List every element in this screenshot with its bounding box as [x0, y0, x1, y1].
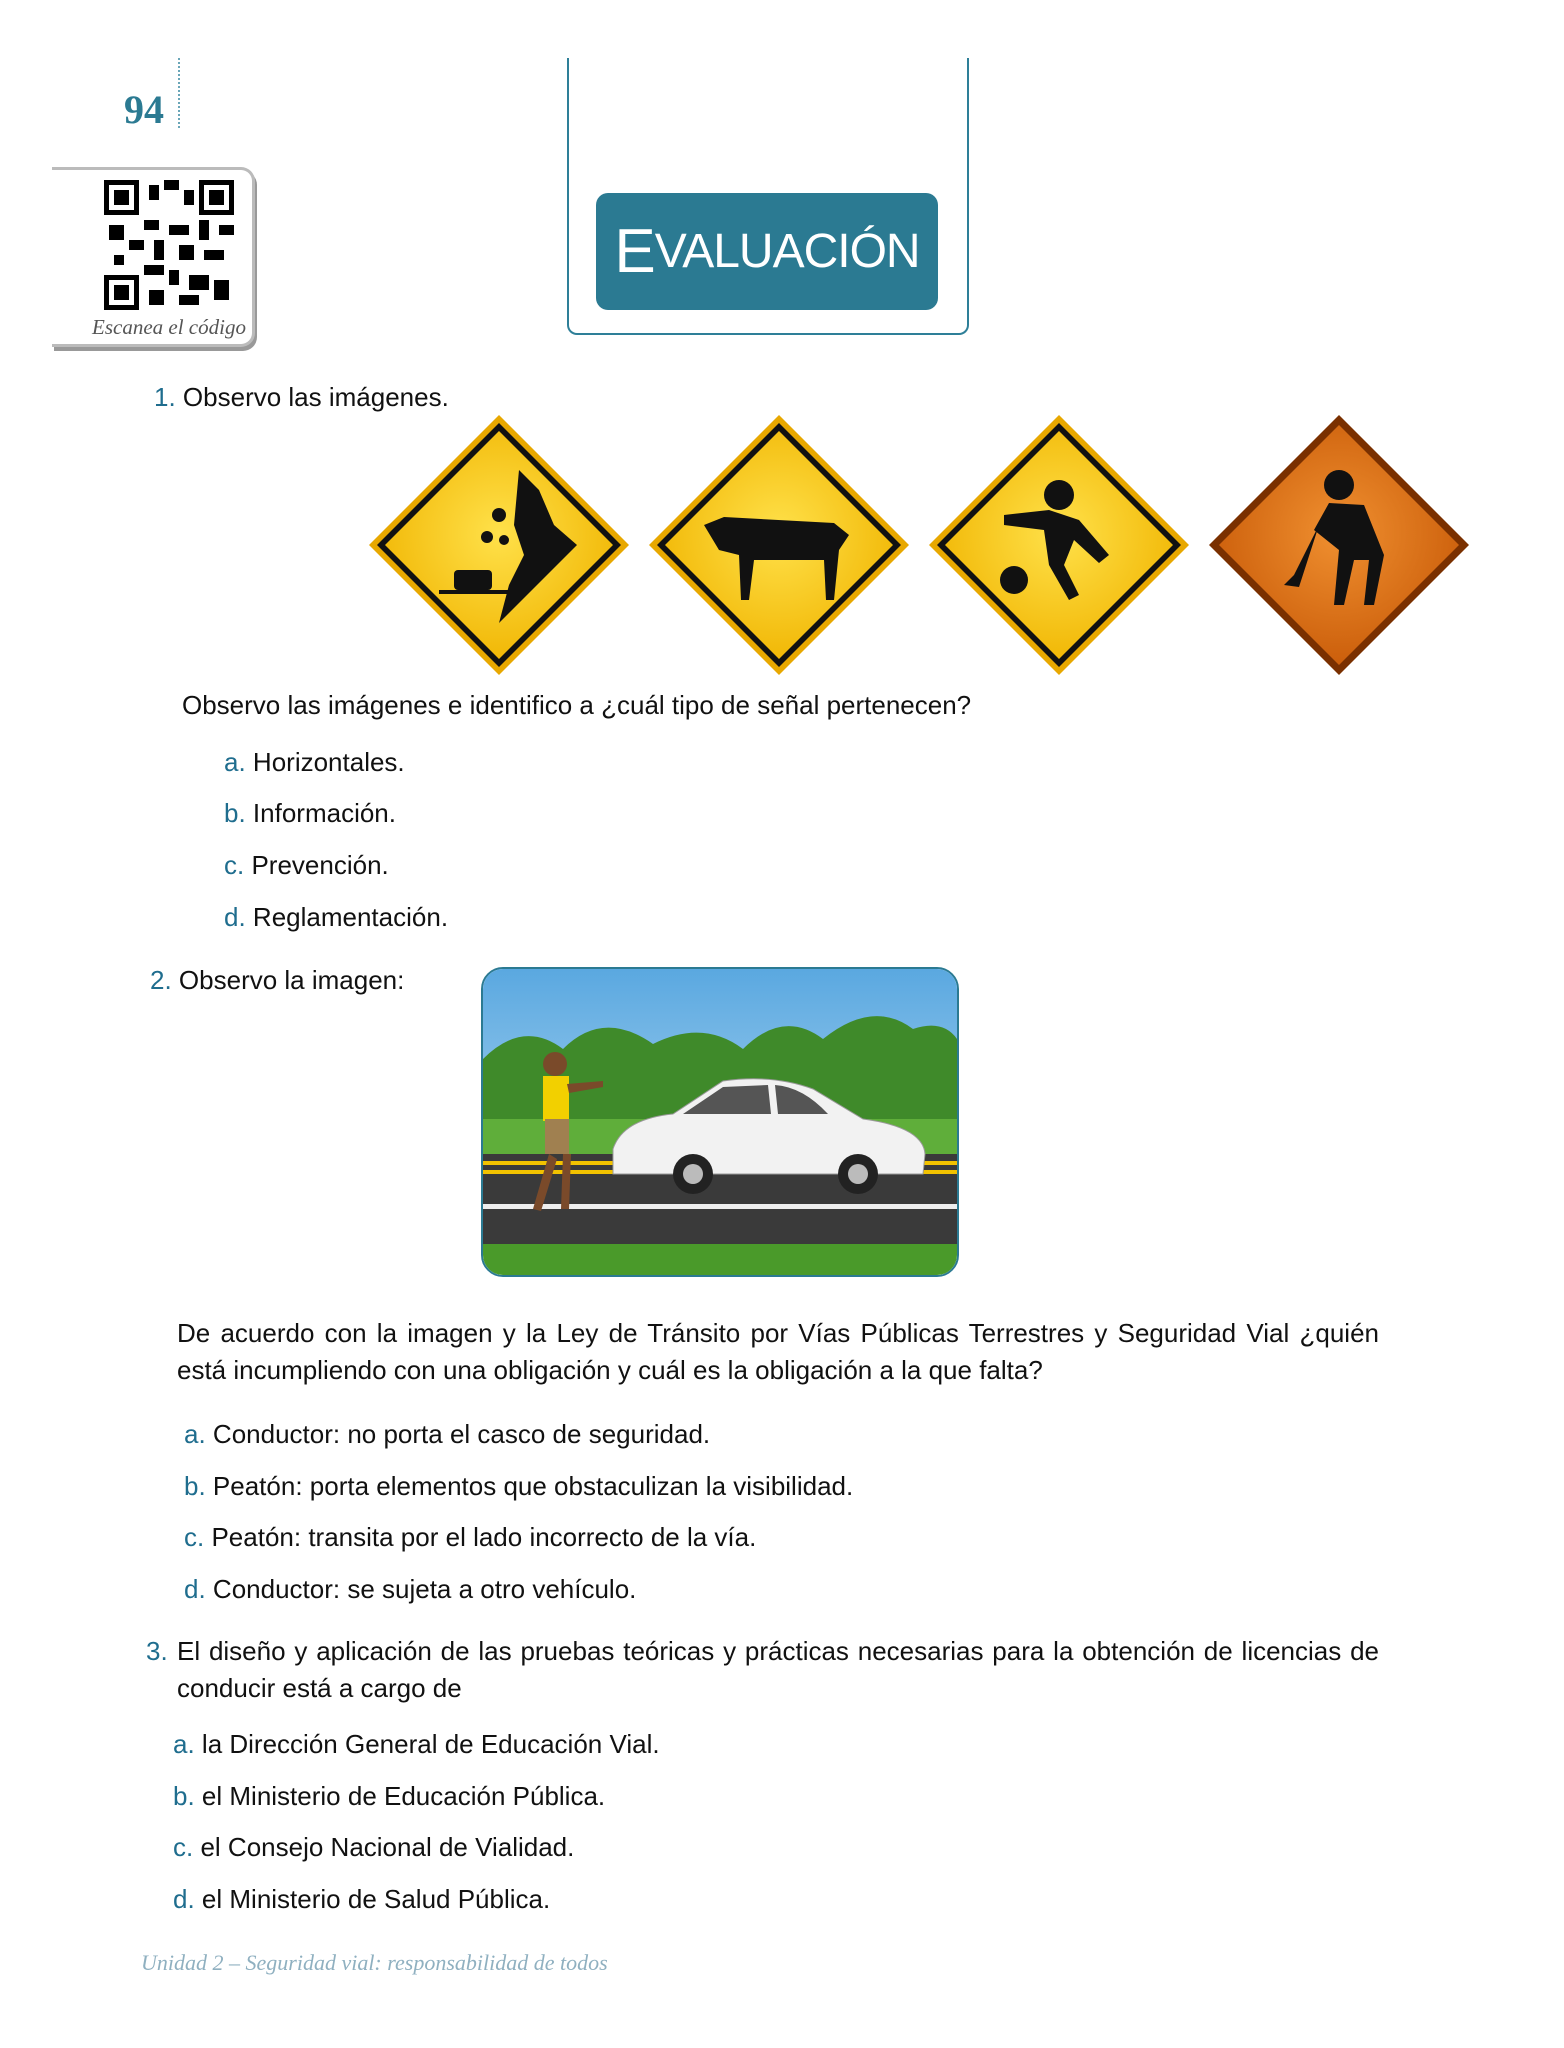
- question-1-prompt: 1. Observo las imágenes.: [154, 382, 449, 412]
- q2-option-b[interactable]: b. Peatón: porta elementos que obstaculizan la visibilidad.: [184, 1471, 854, 1501]
- title-initial: E: [614, 217, 655, 286]
- qr-caption: Escanea el código: [92, 315, 246, 339]
- q1-option-c[interactable]: c. Prevención.: [224, 850, 389, 880]
- footer-unit-title: Unidad 2 – Seguridad vial: responsabilidad de todos: [141, 1950, 608, 1975]
- question-2-prompt: 2. Observo la imagen:: [150, 965, 405, 995]
- title-rest: VALUACIÓN: [654, 225, 920, 278]
- q1-option-b[interactable]: b. Información.: [224, 798, 396, 828]
- pedestrian-car-illustration: [481, 967, 959, 1277]
- q2-option-a[interactable]: a. Conductor: no porta el casco de seguridad.: [184, 1419, 711, 1449]
- q3-option-a[interactable]: a. la Dirección General de Educación Vial.: [173, 1729, 660, 1759]
- page-title: [596, 193, 938, 310]
- q2-option-c[interactable]: c. Peatón: transita por el lado incorrecto de la vía.: [184, 1522, 757, 1552]
- q2-option-d[interactable]: d. Conductor: se sujeta a otro vehículo.: [184, 1574, 637, 1604]
- road-works-sign: [1209, 415, 1469, 675]
- q3-option-d[interactable]: d. el Ministerio de Salud Pública.: [173, 1884, 551, 1914]
- children-playing-sign: [929, 415, 1189, 675]
- page-number: 94: [124, 87, 164, 132]
- q1-option-d[interactable]: d. Reglamentación.: [224, 902, 449, 932]
- traffic-signs: [360, 410, 1490, 682]
- falling-rocks-sign: [369, 415, 629, 675]
- q3-option-c[interactable]: c. el Consejo Nacional de Vialidad.: [173, 1832, 575, 1862]
- divider: [178, 58, 180, 128]
- question-1-text: Observo las imágenes e identifico a ¿cuál tipo de señal pertenecen?: [182, 690, 972, 720]
- qr-code-box[interactable]: [52, 167, 255, 347]
- qr-code-icon: [104, 180, 234, 310]
- cattle-crossing-sign: [649, 415, 909, 675]
- question-2-text: De acuerdo con la imagen y la Ley de Tránsito por Vías Públicas Terrestres y Seguridad Vial ¿quién está incumpliendo con una obligación y cuál es la obligación a la que falta?: [177, 1318, 1379, 1385]
- question-3-number: 3.: [146, 1636, 168, 1666]
- q3-option-b[interactable]: b. el Ministerio de Educación Pública.: [173, 1781, 606, 1811]
- question-3-text: El diseño y aplicación de las pruebas teóricas y prácticas necesarias para la obtención de licencias de conducir está a cargo de: [177, 1636, 1379, 1703]
- q1-option-a[interactable]: a. Horizontales.: [224, 747, 405, 777]
